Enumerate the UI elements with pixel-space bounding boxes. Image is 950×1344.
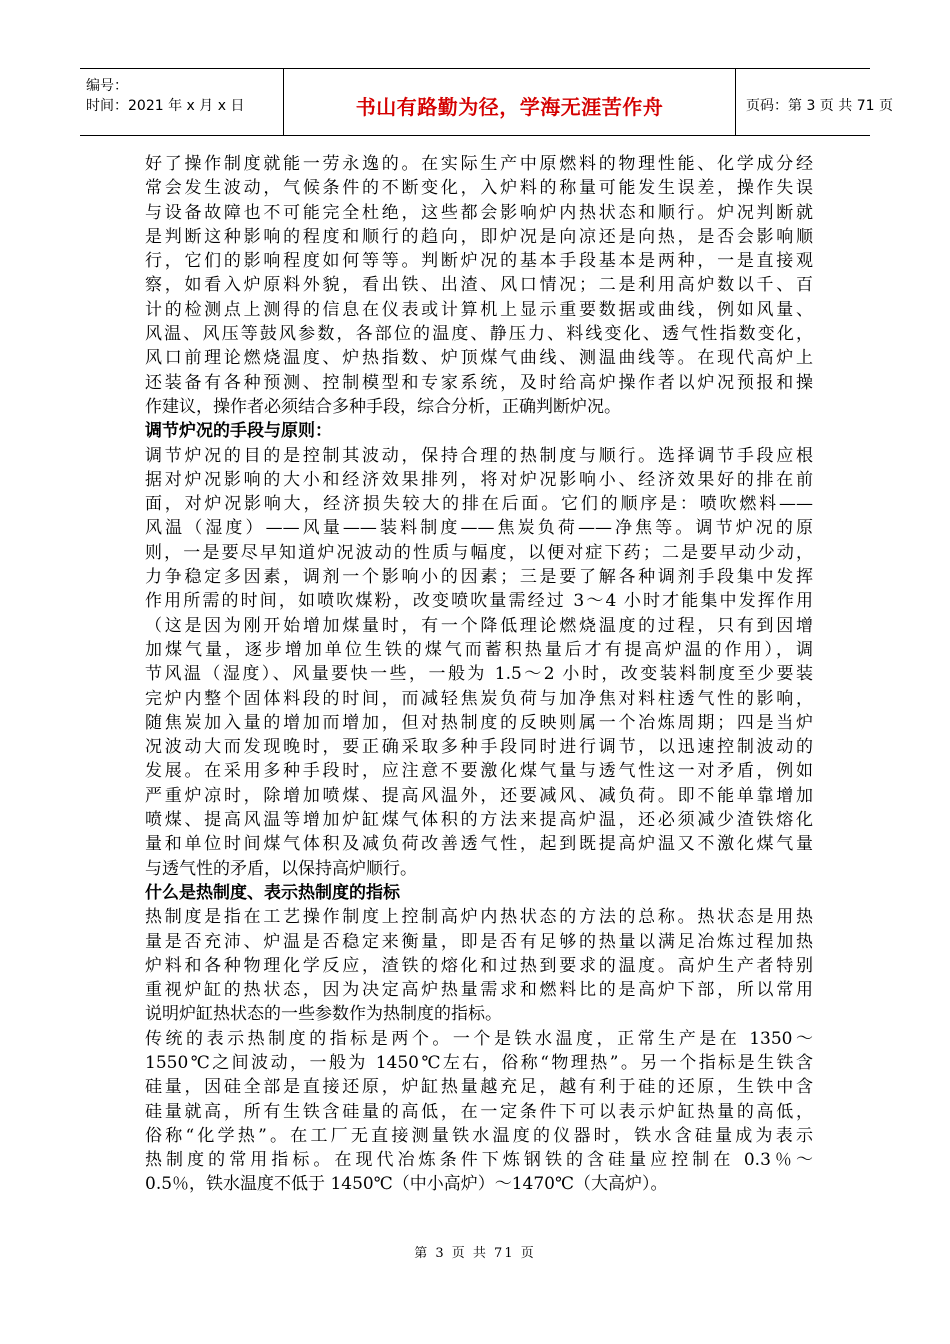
paragraph-line: 作用所需的时间，如喷吹煤粉，改变喷吹量需经过 3～4 小时才能集中发挥作用 bbox=[145, 591, 813, 612]
paragraph-line: 察，如看入炉原料外貌，看出铁、出渣、风口情况；二是利用高炉数以千、百 bbox=[145, 275, 813, 296]
paragraph-line: 俗称“化学热”。在工厂无直接测量铁水温度的仪器时，铁水含硅量成为表示 bbox=[145, 1125, 813, 1146]
paragraph-line: 加煤气量，逐步增加单位生铁的煤气而蓄积热量后才有提高炉温的作用），调 bbox=[145, 639, 813, 660]
paragraph-line: 是判断这种影响的程度和顺行的趋向，即炉况是向凉还是向热，是否会影响顺 bbox=[145, 226, 813, 247]
paragraph-line: 1550℃之间波动，一般为 1450℃左右，俗称“物理热”。另一个指标是生铁含 bbox=[145, 1052, 813, 1073]
paragraph-line: 常会发生波动，气候条件的不断变化，入炉料的称量可能发生误差，操作失误 bbox=[145, 178, 813, 199]
document-time-label: 时间：2021 年 x 月 x 日 bbox=[86, 98, 245, 114]
document-body bbox=[145, 152, 813, 1197]
paragraph-line: 况波动大而发现晚时，要正确采取多种手段同时进行调节，以迅速控制波动的 bbox=[145, 737, 813, 758]
paragraph-line: 风温（湿度）——风量——装料制度——焦炭负荷——净焦等。调节炉况的原 bbox=[145, 518, 813, 539]
paragraph-line: 喷煤、提高风温等增加炉缸煤气体积的方法来提高炉温，还必须减少渣铁熔化 bbox=[145, 810, 813, 831]
paragraph-line: 传统的表示热制度的指标是两个。一个是铁水温度，正常生产是在 1350～ bbox=[145, 1028, 813, 1049]
paragraph-line: 行，它们的影响程度如何等等。判断炉况的基本手段基本是两种，一是直接观 bbox=[145, 251, 813, 272]
section-heading-thermal-regime: 什么是热制度、表示热制度的指标 bbox=[145, 882, 400, 903]
paragraph-line: 发展。在采用多种手段时，应注意不要激化煤气量与透气性这一对矛盾，例如 bbox=[145, 761, 813, 782]
document-number-label: 编号： bbox=[86, 78, 128, 94]
paragraph-line: 面，对炉况影响大，经济损失较大的排在后面。它们的顺序是：喷吹燃料—— bbox=[145, 494, 813, 515]
page-footer: 第 3 页 共 71 页 bbox=[414, 1246, 536, 1261]
paragraph-line: 风口前理论燃烧温度、炉热指数、炉顶煤气曲线、测温曲线等。在现代高炉上 bbox=[145, 348, 813, 369]
paragraph-line: 重视炉缸的热状态，因为决定高炉热量需求和燃料比的是高炉下部，所以常用 bbox=[145, 980, 813, 1001]
paragraph-line: 量是否充沛、炉温是否稳定来衡量，即是否有足够的热量以满足冶炼过程加热 bbox=[145, 931, 813, 952]
paragraph-line: （这是因为刚开始增加煤量时，有一个降低理论燃烧温度的过程，只有到因增 bbox=[145, 615, 813, 636]
paragraph-line: 量和单位时间煤气体积及减负荷改善透气性，起到既提高炉温又不激化煤气量 bbox=[145, 834, 813, 855]
header-page-info: 页码：第 3 页 共 71 页 bbox=[746, 98, 893, 114]
paragraph-line: 则，一是要尽早知道炉况波动的性质与幅度，以便对症下药；二是要早动少动， bbox=[145, 542, 813, 563]
paragraph-line: 作建议，操作者必须结合多种手段，综合分析，正确判断炉况。 bbox=[145, 396, 621, 417]
header-motto: 书山有路勤为径，学海无涯苦作舟 bbox=[355, 95, 664, 119]
paragraph-line: 硅量就高，所有生铁含硅量的高低，在一定条件下可以表示炉缸热量的高低， bbox=[145, 1101, 813, 1122]
paragraph-line: 完炉内整个固体料段的时间，而减轻焦炭负荷与加净焦对料柱透气性的影响， bbox=[145, 688, 813, 709]
paragraph-line: 炉料和各种物理化学反应，渣铁的熔化和过热到要求的温度。高炉生产者特别 bbox=[145, 955, 813, 976]
header-page-cell bbox=[736, 69, 893, 135]
paragraph-line: 0.5％，铁水温度不低于 1450℃（中小高炉）～1470℃（大高炉）。 bbox=[145, 1174, 668, 1195]
paragraph-line: 硅量，因硅全部是直接还原，炉缸热量越充足，越有利于硅的还原，生铁中含 bbox=[145, 1077, 813, 1098]
paragraph-line: 好了操作制度就能一劳永逸的。在实际生产中原燃料的物理性能、化学成分经 bbox=[145, 154, 813, 174]
paragraph-line: 还装备有各种预测、控制模型和专家系统，及时给高炉操作者以炉况预报和操 bbox=[145, 372, 813, 393]
header-meta bbox=[80, 69, 284, 135]
paragraph-line: 说明炉缸热状态的一些参数作为热制度的指标。 bbox=[145, 1004, 502, 1025]
paragraph-line: 风温、风压等鼓风参数，各部位的温度、静压力、料线变化、透气性指数变化， bbox=[145, 324, 813, 345]
paragraph-line: 节风温（湿度）、风量要快一些，一般为 1.5～2 小时，改变装料制度至少要装 bbox=[145, 664, 813, 685]
paragraph-line: 据对炉况影响的大小和经济效果排列，将对炉况影响小、经济效果好的排在前 bbox=[145, 469, 813, 490]
paragraph-line: 热制度是指在工艺操作制度上控制高炉内热状态的方法的总称。热状态是用热 bbox=[145, 907, 813, 928]
header-motto-cell bbox=[284, 69, 736, 135]
paragraph-line: 热制度的常用指标。在现代冶炼条件下炼钢铁的含硅量应控制在 0.3％～ bbox=[145, 1150, 813, 1171]
paragraph-line: 严重炉凉时，除增加喷煤、提高风温外，还要减风、减负荷。即不能单靠增加 bbox=[145, 785, 813, 806]
paragraph-line: 与透气性的矛盾，以保持高炉顺行。 bbox=[145, 858, 417, 879]
paragraph-line: 与设备故障也不可能完全杜绝，这些都会影响炉内热状态和顺行。炉况判断就 bbox=[145, 202, 813, 223]
paragraph-line: 随焦炭加入量的增加而增加，但对热制度的反映则属一个冶炼周期；四是当炉 bbox=[145, 712, 813, 733]
header-table bbox=[80, 68, 893, 136]
section-heading-adjustment: 调节炉况的手段与原则： bbox=[145, 421, 332, 442]
paragraph-line: 调节炉况的目的是控制其波动，保持合理的热制度与顺行。选择调节手段应根 bbox=[145, 445, 813, 466]
paragraph-line: 力争稳定多因素，调剂一个影响小的因素；三是要了解各种调剂手段集中发挥 bbox=[145, 567, 813, 588]
paragraph-line: 计的检测点上测得的信息在仪表或计算机上显示重要数据或曲线，例如风量、 bbox=[145, 299, 813, 320]
